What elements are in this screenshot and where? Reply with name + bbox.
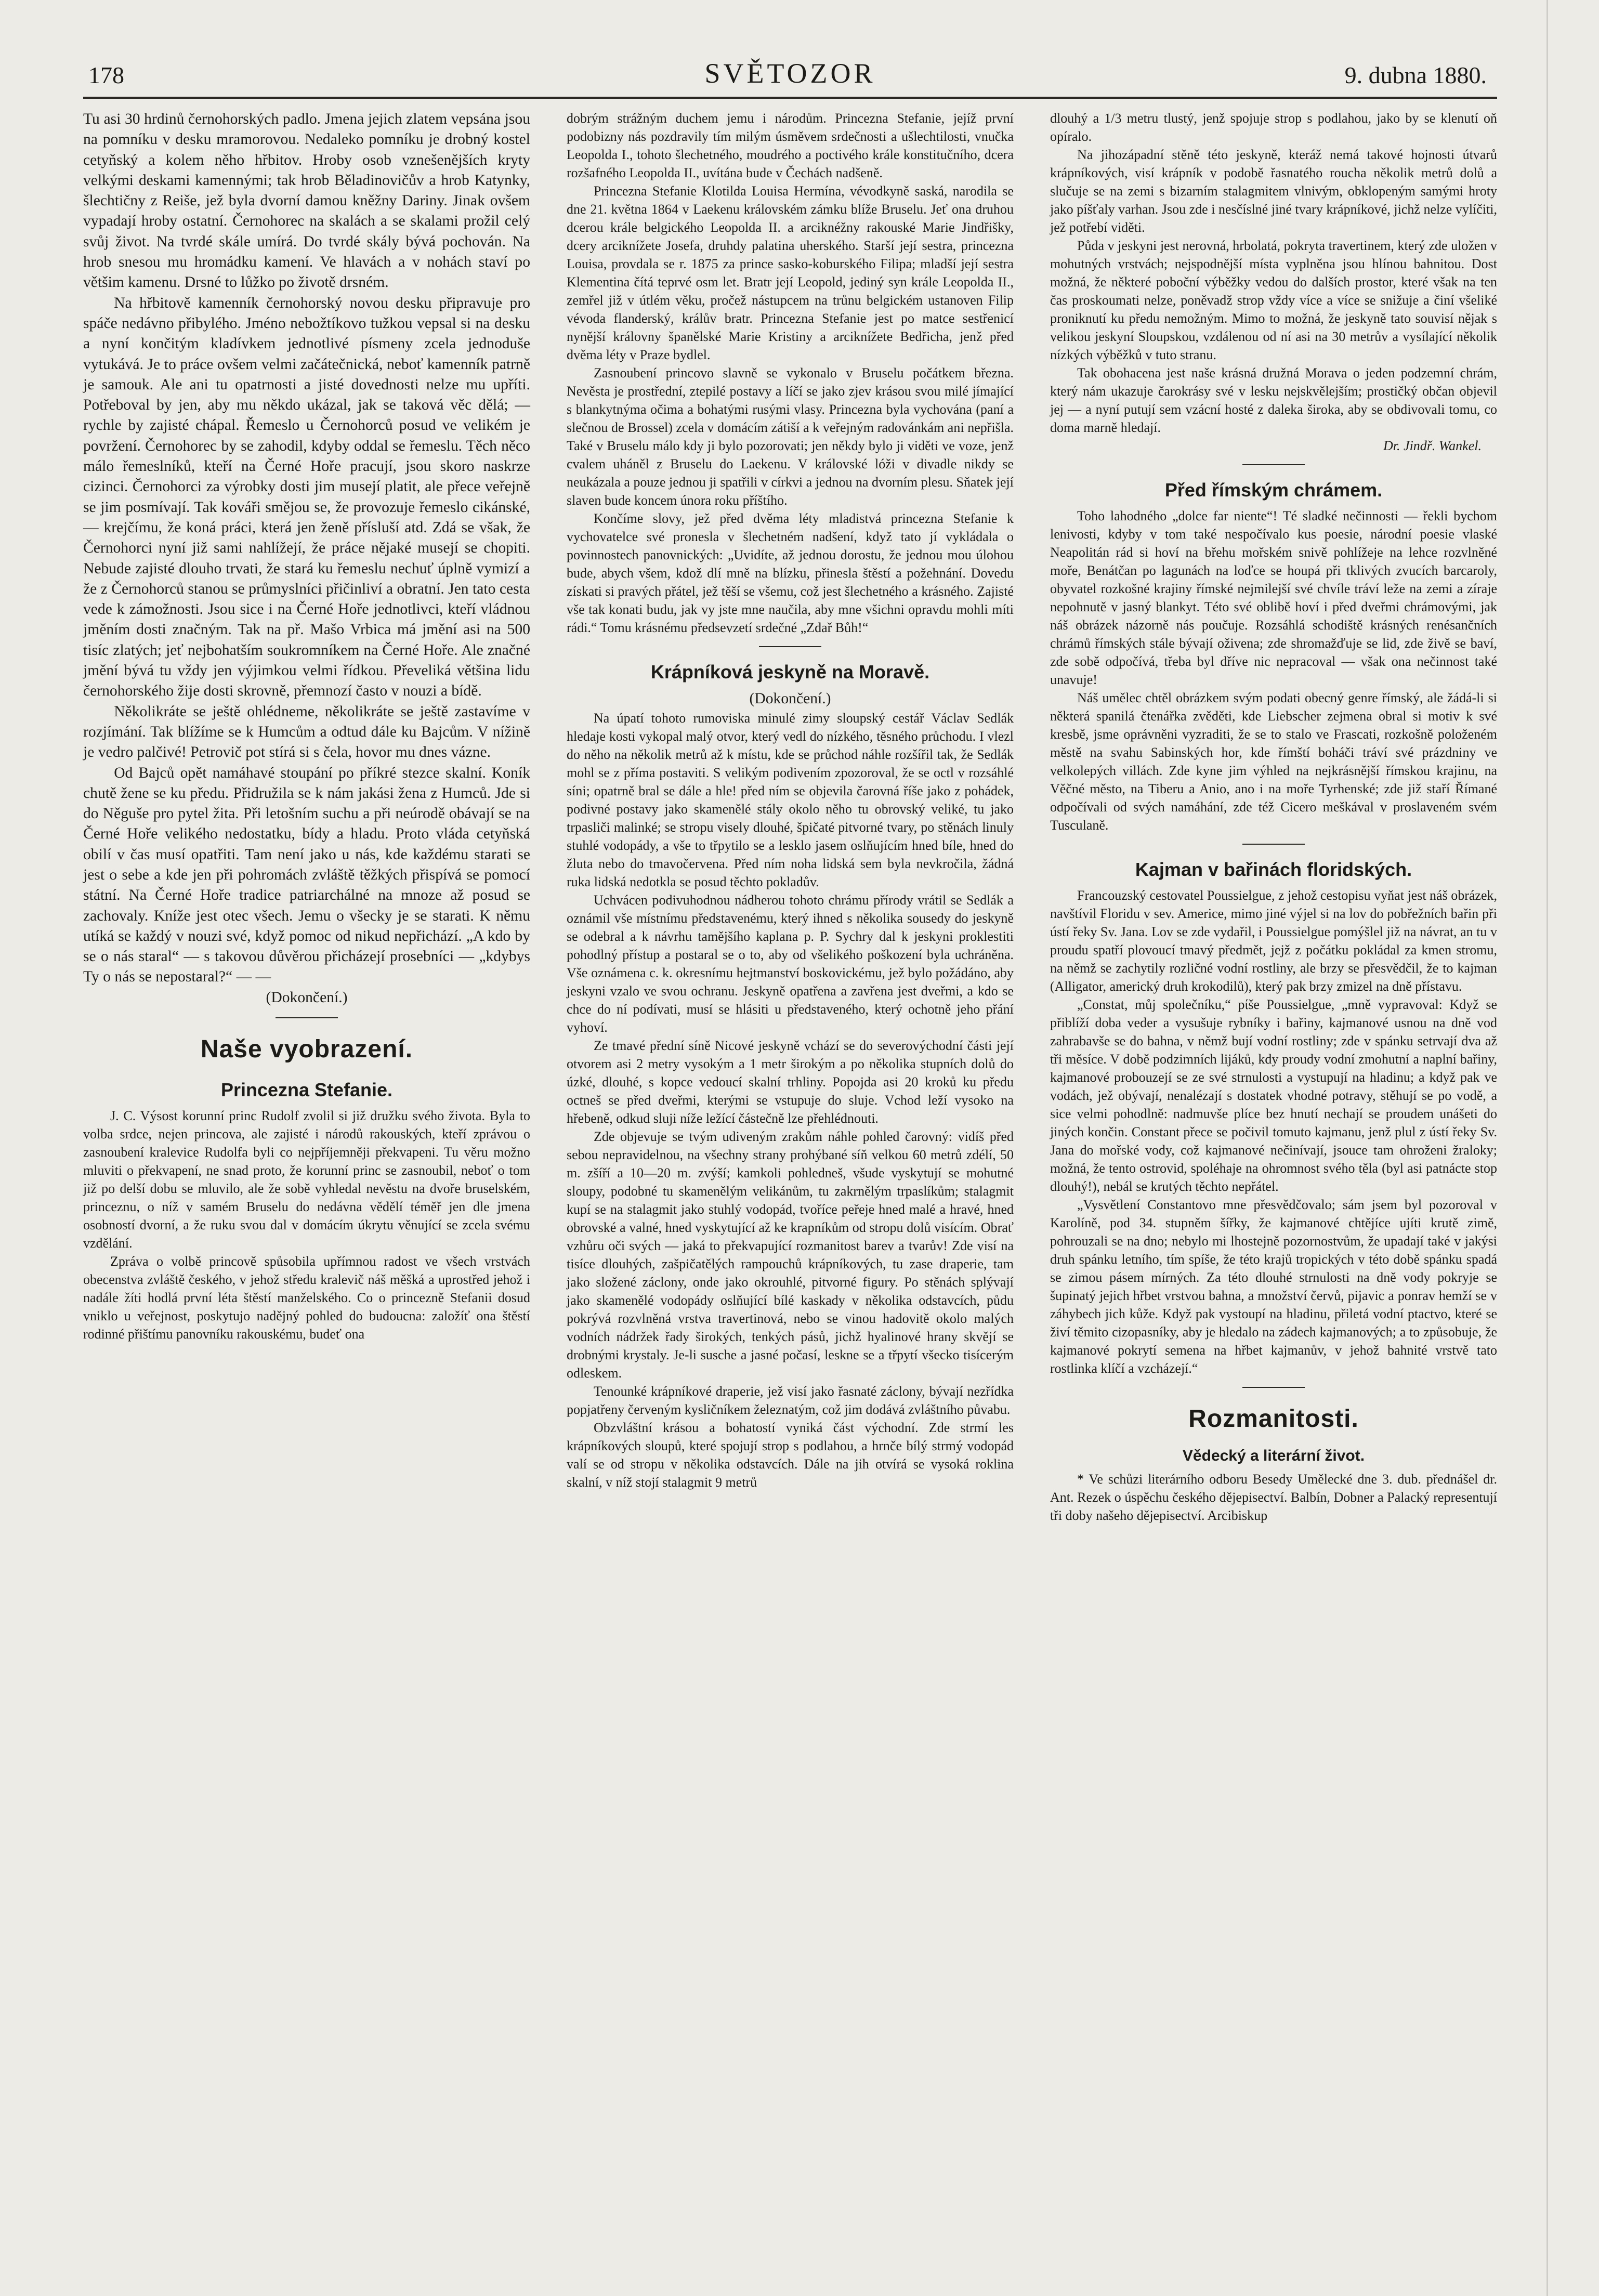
paragraph: Zde objevuje se tvým udiveným zrakům náhle pohled čarovný: vidíš před sebou nepravidelnou, na všechny strany prohýbané síň velkou 60 metrů zdélí, 50 m. zšíří a 10—20 m. zvýší; kamkoli pohledneš, všude vyskytují se mohutné sloupy, podobné tu skamenělým velikánům, tu zakrnělým trpaslíkům; stalagmit kupí se na stalagmit jako stuhlý vodopád, tvoříce peřeje hned malé a hravé, hned obrovské a valné, hned vyskytující až ke krapníkům od stropu dolů visícím. Obrať vzhůru oči svých — jaká to překvapující rozmanitost barev a tvarův! Zde visí na tisíce dlouhých, zašpičatělých rampouchů krápníkových, tu zase draperie, tam jako složené záclony, onde jako okrouhlé, pitvorné figury. Po stěnách splývají jako skamenělé vodopády oslňující bílé kaskady v několika odstavcích, půdu pokrývá rozvlněná vrstva travertinová, nebo se vinou hadovitě okolo malých vodních nádržek řady širokých, tenkých pásů, jichž hyalinové hrany skvějí se drobnými krystaly. Je-li susche a jasné počasí, leskne se a třpytí všecko tisícerým odleskem. [567,1129,1014,1381]
header-rule [83,97,1497,99]
paragraph: Uchvácen podivuhodnou nádherou tohoto chrámu přírody vrátil se Sedlák a oznámil vše místnímu představenému, který ihned s několika sousedy do jeskyně se odebral a k návrhu tamějšího kaplana p. P. Sychry dal k jeskyni proklestiti pohodlný přístup a postaral se o to, aby od všelikého poškození byla uchráněna. Vše oznámena c. k. okresnímu hejtmanství boskovickému, jež bylo požádáno, aby jeskyni vzalo ve svou ochranu. Jeskyně opatřena a zavřena jest dveřmi, a kdo se chce do ní podívati, musí se hlásiti u představeného, který ochotně jeho přání vyhoví. [567,893,1014,1035]
paragraph: Na jihozápadní stěně této jeskyně, kteráž nemá takové hojnosti útvarů krápníkových, visí krápník v podobě řasnatého roucha několik metrů dolů a slučuje se na zemi s bizarním stalagmitem vlnivým, obklopeným samými hroty jako píšťaly varhan. Jsou zde i nesčíslné jiné tvary krápníkové, jichž nelze vylíčiti, jež potřebí viděti. [1050,147,1497,235]
paragraph: Na hřbitově kamenník černohorský novou desku připravuje pro spáče nedávno přibylého. Jméno nebožtíkovo tužkou vepsal si na desku a nyní končitým kladívkem jednotlivé písmeny zcela jednoduše vytukává. Je to práce ovšem velmi začátečnická, neboť kamenník patrně je samouk. Ale ani tu opatrnosti a jisté dovednosti nelze mu upříti. Potřeboval by jen, aby mu někdo ukázal, jak se taková věc dělá; — rychle by zajisté chápal. Řemeslo u Černohorců posud ve velikém je povržení. Černohorec by se zahodil, kdyby oddal se řemeslu. Těch něco málo řemeslníků, kteří na Černé Hoře pracují, jsou skoro naskrze cizinci. Černohorci za výrobky dosti jim musejí platit, ale přece veřejně se jim posmívají. Tak kováři smějou se, že provozuje řemeslo cikánské, — krejčímu, že koná práci, která jen ženě přísluší atd. Zdá se však, že Černohorci nyní již sami nahlížejí, že práce nějaké musejí se chopiti. Nebude zajisté dlouho trvati, že stará ku řemeslu nechuť úplně vymizí a že z Černohorců stanou se průmyslníci přičinliví a obratní. Jen tato cesta vede k zámožnosti. Jsou sice i na Černé Hoře jednotlivci, kteří vládnou jměním dosti značným. Tak na př. Mašo Vrbica má jmění asi na 500 tisíc zlatých; jeť nejbohatším soukromníkem na Černé Hoře. Ale značné jmění bývá tu vždy jen výjimkou velmi řídkou. Převeliká většina lidu černohorského žije dosti skrovně, přemnozí často v nouzi a bídě. [83,294,530,700]
author-signature: Dr. Jindř. Wankel. [1383,438,1482,453]
column-1 [83,109,530,1343]
article-heading: Kajman v bařinách floridských. [1135,859,1412,880]
paragraph: Několikráte se ještě ohlédneme, několikráte se ještě zastavíme v rozjímání. Tak blížíme se k Humcům a odtud dále ku Bajcům. V nížině je vedro palčivé! Petrovič pot stírá si s čela, hovor mu dnes vázne. [83,703,530,761]
section-divider [1242,844,1305,845]
paragraph: dobrým strážným duchem jemu i národům. Princezna Stefanie, jejíž první podobizny nás pozdravily tím milým úsměvem srdečnosti a ušlechtilosti, vnučka Leopolda I., tohoto šlechetného, moudrého a poctivého krále konstitučního, dcera rozšafného Leopolda II., uvítána bude v Čechách nadšeně. [567,111,1014,180]
paragraph: Končíme slovy, jež před dvěma léty mladistvá princezna Stefanie k vychovatelce své pronesla v šlechetném nadšení, když tato jí vykládala o povinnostech panovnických: „Uvidíte, až jednou dorostu, že jednou mou úlohou bude, abych všem, kdož dlí mně na blízku, přinesla štěstí a požehnání. Dovedu získati si pravých přátel, jež těší se všemu, což jest šlechetného a krásného. Zajisté vše tak konati budu, jak vy jste mne naučila, aby mne všichni opravdu mohli míti rádi.“ Tomu krásnému předsevzetí srdečné „Zdař Bůh!“ [567,511,1014,635]
issue-date: 9. dubna 1880. [1344,62,1487,88]
paragraph: Od Bajců opět namáhavé stoupání po příkré stezce skalní. Koník chutě žene se ku předu. Přidružila se k nám jakási žena z Humců. Jde si do Něguše pro pytel žita. Při letošním suchu a při neúrodě obávají se na Černé Hoře velikého nedostatku, bídy a hladu. Proto vláda cetyňská obilí v čas musí opatřiti. Tam není jako u nás, kde každému starati se jest o sebe a kde jen při pohromách zvláště těžkých přispívá se pomocí státní. Na Černé Hoře tradice patriarchálné na mnoze až posud se zachovaly. Kníže jest otec všech. Jemu o všecky je se starati. K němu utíká se každý v nouzi své, když pomoc od nikud nepřichází. „A kdo by se o nás staral“ — s takovou důvěrou přicházejí prosebníci — „kdybys Ty o nás se nepostaral?“ — — [83,764,530,986]
page-header [83,57,1497,94]
paragraph: Ze tmavé přední síně Nicové jeskyně vchází se do severovýchodní části její otvorem asi 2 metry vysokým a 1 metr širokým a po několika stupních dolů do úzké, dlouhé, s kopce vedoucí skalní trhliny. Popojda asi 20 kroků ku předu octneš se před dveřmi, kterými se vstupuje do sluje. Vchod leží vysoko na hřebeně, odkud sluji níže ležící částečně lze přehlédnouti. [567,1038,1014,1126]
paragraph: J. C. Výsost korunní princ Rudolf zvolil si již družku svého života. Byla to volba srdce, nejen princova, ale zajisté i národů rakouských, kteří zprávou o zasnoubení kralevice Rudolfa byli co nejpříjemněji překvapeni. Tu věru možno mluviti o překvapení, ne snad proto, že korunní princ se zasnoubil, neboť o tom již po delší dobu se mluvilo, ale že sobě vyhledal nevěstu na dvoře bruselském, princeznu, o níž v samém Bruselu do nedávna vědělí téměř jen dle jmena osobností dvorní, a že ruku svou dal v domácím úkrytu věnující se zcela svému vzdělání. [83,1108,530,1251]
subsection-heading: Vědecký a literární život. [1182,1447,1365,1464]
paragraph: Půda v jeskyni jest nerovná, hrbolatá, pokryta travertinem, který zde uložen v mohutných vrstvách; nejspodnější místa vyplněna jsou hlínou bahnitou. Dost možná, že některé poboční výběžky vedou do dalších prostor, které však na ten čas proskoumati nelze, poněvadž strop vždy více a více se snižuje a činí všeliké proniknutí ku předu nemožným. Mimo to možná, že jeskyně tato souvisí nějak s velikou jeskyní Sloupskou, vzdálenou od ní asi na 30 metrův a vysílající několik nízkých výběžků v tuto stranu. [1050,238,1497,362]
paragraph: Tu asi 30 hrdinů černohorských padlo. Jmena jejich zlatem vepsána jsou na pomníku v desku mramorovou. Nedaleko pomníku je drobný kostel cetyňský a kolem něho hřbitov. Hroby osob vznešenějších kryty velkými deskami kamennými; tak hrob Běladinovičův a hrob Katynky, šlechtičny z Reiše, jež byla dvorní damou kněžny Dariny. Jinak ovšem vypadají hroby ostatní. Černohorec na skalách a se skalami prožil celý svůj život. Na tvrdé skále umírá. Do tvrdé skály bývá pochován. Na hrob snesou mu hromádku kamení. Ve hlavách a v nohách staví po většim kamenu. Drsné to lůžko po životě drsném. [83,111,530,291]
paragraph: Zasnoubení princovo slavně se vykonalo v Bruselu počátkem března. Nevěsta je prostřední, ztepilé postavy a líčí se jako zjev krásou svou milé jímající s blankytnýma očima a bohatými rusými vlasy. Princezna byla vychována (paní a slečnou de Brossel) zcela v domácím zátiší a k veřejným radovánkám ani nepřišla. Také v Bruselu málo kdy ji bylo pozorovati; jen někdy bylo ji viděti ve voze, jenž cvalem uháněl z Bruselu do Laekenu. V královské lóži v divadle nikdy se neukázala a pouze jednou ji spatřili v církvi a jednou na dvorním plesu. Sňatek její slaven bude koncem února roku příštího. [567,365,1014,508]
paragraph: Náš umělec chtěl obrázkem svým podati obecný genre římský, ale žádá-li si některá spanilá čtenářka zvěděti, kde Liebscher zejmena obral si motiv k své kresbě, jsme oprávněni vyzraditi, že se to stalo ve Frascati, rozkošně položeném městě na svahu Sabinských hor, kde římští boháči tráví své prázdniny ve velkolepých villách. Zde kyne jim výhled na nejkrásnější římskou krajinu, na Věčné město, na Tiberu a Anio, ano i na moře Tyrhenské; zde již staří Římané odpočívali od svých namáhání, zde též Cicero meškával v proslaveném svém Tusculaně. [1050,690,1497,833]
paragraph: Francouzský cestovatel Poussielgue, z jehož cestopisu vyňat jest náš obrázek, navštívil Floridu v sev. Americe, mimo jiné výjel si na lov do pobřežních bařin při ústí řeky Sv. Jana. Lov se zde vydařil, i Poussielgue pomýšlel již na návrat, an tu v proudu spatří plovoucí tmavý předmět, jejž z počátku pokládal za kmen stromu, na němž se zachytily rozličné vodní rostliny, ale brzy se přesvědčil, že to kajman (Alligator, americký druh krokodilů), který pak brzy zmizel na dně přístavu. [1050,888,1497,994]
section-heading: Naše vyobrazení. [200,1035,413,1064]
section-divider [759,646,821,647]
article-heading: Princezna Stefanie. [220,1079,393,1101]
paragraph: Tak obohacena jest naše krásná družná Morava o jeden podzemní chrám, který nám ukazuje čarokrásy své v lesku nejskvělejším; prostičký občan objevil jej — a nyní putují sem vzácní hosté z daleka široka, aby se obdivovali tomu, co doma marně hledají. [1050,365,1497,435]
article-heading: Před římským chrámem. [1164,479,1383,501]
section-heading: Rozmanitosti. [1188,1405,1359,1433]
continuation-note: (Dokončení.) [749,690,831,707]
scan-edge [1546,0,1548,2296]
paragraph: * Ve schůzi literárního odboru Besedy Umělecké dne 3. dub. přednášel dr. Ant. Rezek o úspěchu českého dějepisectví. Balbín, Dobner a Palacký representují tři doby našeho dějepisectví. Arcibiskup [1050,1472,1497,1523]
column-3 [1050,109,1497,1525]
paragraph: „Vysvětlení Constantovo mne přesvědčovalo; sám jsem byl pozoroval v Karolíně, pod 34. stupněm šířky, že kajmanové chtějíce ujíti krutě zimě, pohrouzali se na dno; nebylo mi lhostejně pozornostvům, že upadají také v jakýsi druh spánku letního, tím spíše, že této krajů tropických v této době spánku spadá se zimou pásem mírných. Za této dlouhé strnulosti na dně vody pokryje se šupinatý jejich hřbet vrstvou bahna, a množství červů, pijavic a ponrav hemží se v záhybech jich kůže. Když pak vystoupí na hladinu, přiletá vodní ptactvo, které se živí těmito cizopasníky, aby je hledalo na zádech kajmanových; a to způsobuje, že kajmanové pokrytí semena na hřbet kajmanův, v jehož bahnité vrstvě tato rostlinka klíčí a vzcházejí.“ [1050,1197,1497,1376]
paragraph: Na úpatí tohoto rumoviska minulé zimy sloupský cestář Václav Sedlák hledaje kosti vykopal malý otvor, který vedl do nízkého, těsného průchodu. I vlezl do něho na několik metrů až k místu, kde se průchod náhle rozšířil tak, že Sedlák mohl se z příma postaviti. S velikým podivením zpozoroval, že se octl v rozsáhlé síni; opatrně bral se dále a hle! před ním se objevila čarovná říše jako z pohádek, podivné postavy jako skamenělé stály okolo něho tu obrovský veliké, tu jako trpasliči malinké; se stropu visely dlouhé, špičaté pitvorné tvary, po stěnách linuly stuhlé vodopády, a vše to třpytilo se a lesklo jasem oslňujícím hned bíle, hned do žluta nebo do tmavočervena. Před ním noha lidská sem byla nevkročila, žádná ruka lidská nedotkla se posud těchto pokladův. [567,711,1014,890]
paragraph: Zpráva o volbě princově spůsobila upřímnou radost ve všech vrstvách obecenstva zvláště českého, v jehož středu kralevič náš měšká a uprostřed jehož i nadále žíti hodlá první léta štěstí manželského. Co o princezně Stefanii dosud vniklo u veřejnost, poskytujo nadějný pohled do budoucna: založíť ona štěstí rodinné přištímu panovníku rakouskému, budeť ona [83,1254,530,1342]
section-divider [276,1017,338,1018]
paragraph: Toho lahodného „dolce far niente“! Té sladké nečinnosti — řekli bychom lenivosti, kdyby v tom také nespočívalo kus poesie, národní poesie vlaské Neapolitán rád si hoví na břehu mořském snivě pohlížeje na lehce rozvlněné moře, Benátčan po lagunách na loďce se houpá při tklivých zvucích barcaroly, obyvatel rozkošné krajiny římské nejmilejší své chvíle tráví leže na zemi a zíraje nepohnutě v jasný blankyt. Této své oblibě hoví i před dveřmi chrámovými, jak náš obrázek názorně nás poučuje. Rozsáhlá schodiště krásných renésančních chrámů římských stále bývají oživena; zde shromažďuje se lid, zde živě se baví, zde sobě odpočívá, třeba byl dříve nic nepracoval — však ona nečinnost také unavuje! [1050,508,1497,687]
paragraph: Princezna Stefanie Klotilda Louisa Hermína, vévodkyně saská, narodila se dne 21. května 1864 v Laekenu královském zámku blíže Bruselu. Jeť ona druhou dcerou krále belgického Leopolda II. a arciknéžny rakouské Marie Jindřišky, dcery arciknížete Josefa, druhdy palatina uherského. Starší její sestra, princezna Louisa, provdala se r. 1875 za prince sasko-koburského Filipa; mladší její sestra Klementina čítá teprvé osm let. Bratr její Leopold, jediný syn krále Leopolda II., zemřel již v útlém věku, pročež nástupcem na trůnu belgickém ustanoven Filip vévoda flanderský, králův bratr. Princezna Stefanie jest po matce sestřenicí nynější královny španělské Marie Kristiny a arciknížete Bedřicha, jenž před dvěma léty v Praze bydlel. [567,183,1014,362]
paragraph: Obzvláštní krásou a bohatostí vyniká část východní. Zde strmí les krápníkových sloupů, které spojují strop s podlahou, a hrnče bílý strmý vodopád valí se od stropu v několika odstavcích. Dále na jih otvírá se vysoká roklina skalní, v níž stojí stalagmit 9 metrů [567,1420,1014,1490]
newspaper-page [83,57,1497,2256]
paragraph: „Constat, můj společníku,“ pίše Poussielgue, „mně vypravoval: Když se přiblíží doba veder a vysušuje rybníky i bařiny, kajmanové usnou na dně vod zahrabavše se do bahna, v němž bují vodní rostliny; zde v spánku setrvají dva až tři měsíce. V době podzimních lijáků, kdy proudy vodní zmohutní a naplní bařiny, kajmanové probouzejí se ze své strnulosti a vystupují na hladinu; a když pak ve vodách, jež obývají, nenalézají s dostatek vhodné potravy, stěhují se po vodě, a sice velmi pohodlně: nadmuvše plíce bez hnutí nechají se proudem unášeti do jiných končin. Constant přece se počivil tomuto kajmanu, jenž plul z ústí řeky Sv. Jana do mořské vody, což kajmanové nečinívají, jsouce tam ohroženi žraloky; možná, že tento ostrovid, spoléhaje na ohromnost svého těla (byl asi patnácte stop dlouhý!), nebál se krutých těchto nepřátel. [1050,997,1497,1194]
section-divider [1242,464,1305,465]
journal-title: SVĚTOZOR [704,58,876,89]
article-heading: Krápníková jeskyně na Moravě. [650,661,930,683]
paragraph: dlouhý a 1/3 metru tlustý, jenž spojuje strop s podlahou, jako by se klenutí oň opíralo. [1050,111,1497,144]
continuation-note: (Dokončení.) [266,989,348,1006]
column-2 [567,109,1014,1491]
page-number: 178 [88,62,124,88]
section-divider [1242,1387,1305,1388]
paragraph: Tenounké krápníkové draperie, jež visí jako řasnaté záclony, bývají nezřídka popjatřeny červeným kysličníkem železnatým, což jim dodává zvláštního půvabu. [567,1384,1014,1418]
